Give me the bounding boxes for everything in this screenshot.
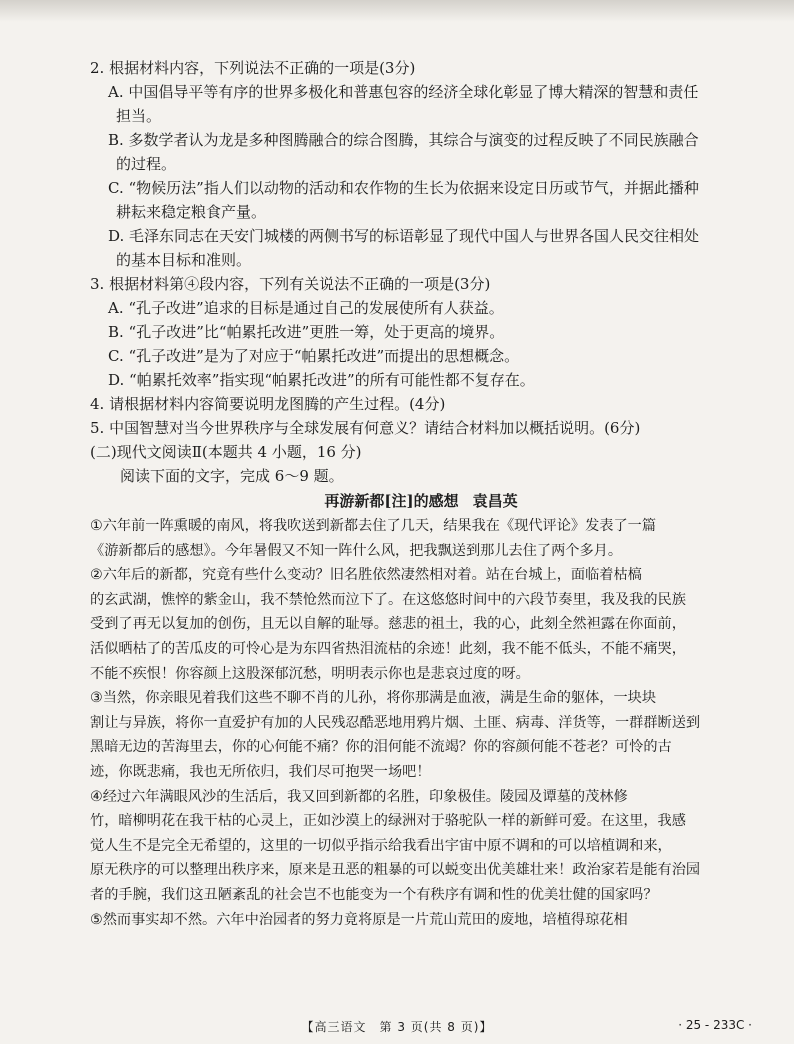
paragraph-line: 迹，你既悲痛，我也无所依归，我们尽可抱哭一场吧！ [90, 763, 431, 780]
q2-option-c: C. “物候历法”指人们以动物的活动和农作物的生长为依据来设定日历或节气，并据此播种 [108, 179, 699, 197]
paragraph-3 [90, 686, 752, 784]
q2-option-b-cont: 的过程。 [116, 155, 177, 173]
q2-option-d: D. 毛泽东同志在天安门城楼的两侧书写的标语彰显了现代中国人与世界各国人民交往相处 [108, 227, 700, 245]
footer-code: · 25 - 233C · [678, 1018, 752, 1032]
paragraph-line: 受到了再无以复加的创伤，且无以自解的耻辱。慈悲的祖土，我的心，此刻全然袒露在你面前， [90, 616, 686, 633]
paragraph-line: 《游新都后的感想》。今年暑假又不知一阵什么风，把我飘送到那儿去住了两个多月。 [90, 542, 623, 559]
paragraph-line: ④经过六年满眼风沙的生活后，我又回到新都的名胜，印象极佳。陵园及谭墓的茂林修 [90, 788, 628, 805]
article-author: 袁昌英 [472, 492, 518, 510]
paragraph-line: 者的手腕，我们这丑陋紊乱的社会岂不也能变为一个有秩序有调和性的优美壮健的国家吗？ [90, 886, 658, 903]
paragraph-line: 原无秩序的可以整理出秩序来，原来是丑恶的粗暴的可以蜕变出优美雄壮来！政治家若是能有治园 [90, 862, 701, 879]
paragraph-line: ②六年后的新都，究竟有些什么变动？旧名胜依然凄然相对着。站在台城上，面临着枯槁 [90, 567, 642, 584]
paragraph-line: 竹，暗柳明花在我干枯的心灵上，正如沙漠上的绿洲对于骆驼队一样的新鲜可爱。在这里，我感 [90, 813, 686, 830]
q3-option-d: D. “帕累托效率”指实现“帕累托改进”的所有可能性都不复存在。 [108, 371, 535, 389]
page-content [90, 56, 752, 932]
q2-option-c-cont: 耕耘来稳定粮食产量。 [116, 203, 267, 221]
q2-option-a: A. 中国倡导平等有序的世界多极化和普惠包容的经济全球化彰显了博大精深的智慧和责任 [108, 83, 699, 101]
paragraph-line: 不能不疾恨！你容颜上这股深郁沉愁，明明表示你也是悲哀过度的呀。 [90, 665, 530, 682]
paragraph-line: 的玄武湖，憔悴的紫金山，我不禁怆然而泣下了。在这悠悠时间中的六段节奏里，我及我的民族 [90, 591, 686, 608]
article-title-line [90, 488, 752, 514]
q3-option-b: B. “孔子改进”比“帕累托改进”更胜一筹，处于更高的境界。 [108, 323, 505, 341]
paragraph-line: ③当然，你亲眼见着我们这些不聊不肖的儿孙，将你那满是血液，满是生命的躯体，一块块 [90, 690, 657, 707]
paragraph-2 [90, 563, 752, 686]
section-heading: (二)现代文阅读Ⅱ(本题共 4 小题，16 分) [90, 443, 362, 461]
q5: 5. 中国智慧对当今世界秩序与全球发展有何意义？请结合材料加以概括说明。(6分) [90, 419, 641, 437]
q4: 4. 请根据材料内容简要说明龙图腾的产生过程。(4分) [90, 395, 446, 413]
q2-option-d-cont: 的基本目标和准则。 [116, 251, 252, 269]
paragraph-line: 活似晒枯了的苦瓜皮的可怜心是为东四省热泪流枯的余迹！此刻，我不能不低头，不能不痛哭， [90, 640, 686, 657]
paragraph-line: ①六年前一阵熏暖的南风，将我吹送到新都去住了几天，结果我在《现代评论》发表了一篇 [90, 518, 657, 534]
paragraph-5 [90, 908, 752, 933]
article-title: 再游新都[注]的感想 [324, 492, 459, 510]
paragraph-line: 黑暗无边的苦海里去，你的心何能不痛？你的泪何能不流竭？你的容颜何能不苍老？可怜的古 [90, 739, 672, 756]
paragraph-line: 割让与异族，将你一直爱护有加的人民残忍酷恶地用鸦片烟、土匪、病毒、洋货等，一群群断送到 [90, 714, 701, 731]
paragraph-1 [90, 514, 752, 563]
paragraph-line: 觉人生不是完全无希望的，这里的一切似乎指示给我看出宇宙中原不调和的可以培植调和来， [90, 837, 672, 854]
paragraph-line: ⑤然而事实却不然。六年中治园者的努力竟将原是一片荒山荒田的废地，培植得琼花相 [90, 911, 628, 928]
q3-stem: 3. 根据材料第④段内容，下列有关说法不正确的一项是(3分) [90, 275, 491, 293]
footer-page-info: 【高三语文 第 3 页(共 8 页)】 [301, 1020, 493, 1034]
page-footer [0, 1016, 794, 1036]
q2-option-a-cont: 担当。 [116, 107, 162, 125]
reading-instruction: 阅读下面的文字，完成 6～9 题。 [120, 467, 344, 485]
q2-stem: 2. 根据材料内容，下列说法不正确的一项是(3分) [90, 59, 416, 77]
scan-edge [0, 0, 794, 22]
paragraph-4 [90, 785, 752, 908]
q2-option-b: B. 多数学者认为龙是多种图腾融合的综合图腾，其综合与演变的过程反映了不同民族融合 [108, 131, 699, 149]
q3-option-a: A. “孔子改进”追求的目标是通过自己的发展使所有人获益。 [108, 299, 504, 317]
q3-option-c: C. “孔子改进”是为了对应于“帕累托改进”而提出的思想概念。 [108, 347, 520, 365]
